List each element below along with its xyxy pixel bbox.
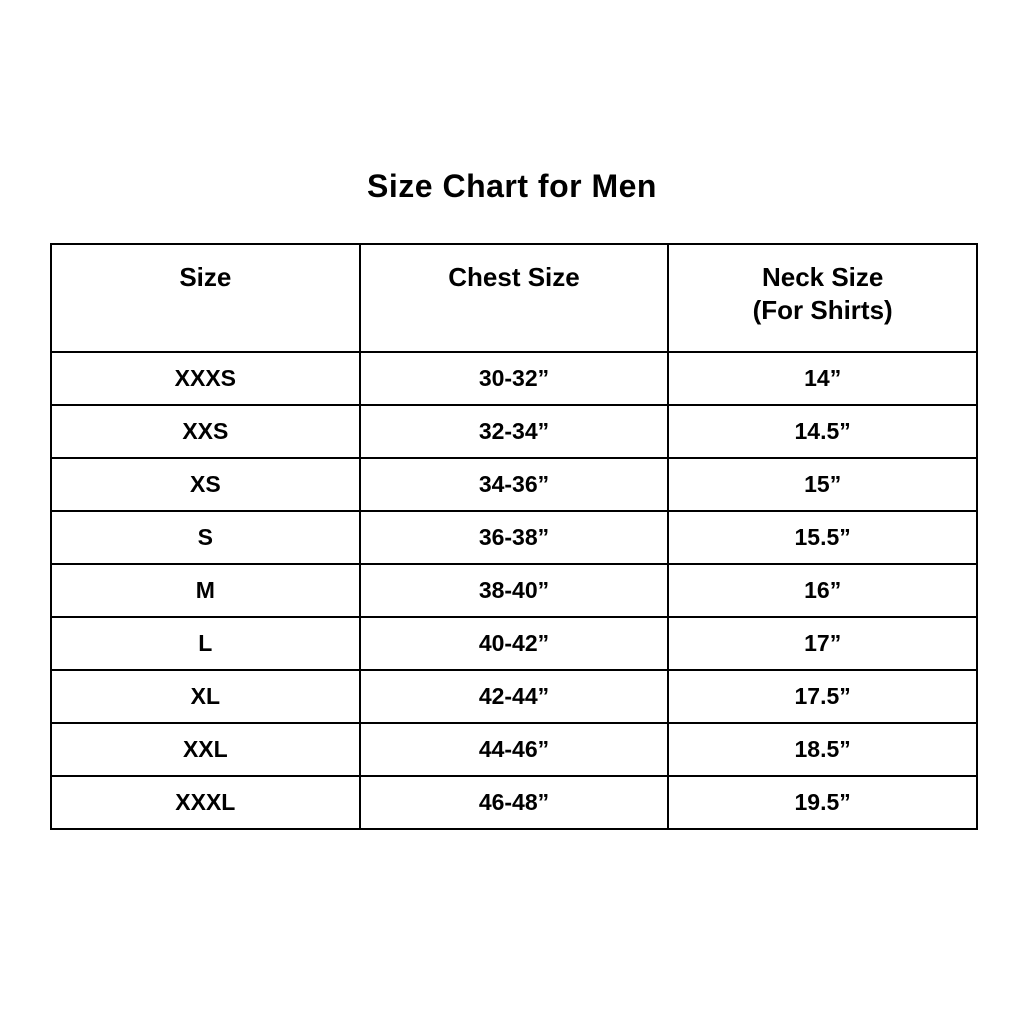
page-title: Size Chart for Men [367,168,657,204]
table-row [51,352,977,405]
table-row [51,405,977,458]
cell-neck-size: 18.5” [668,723,977,776]
table-header-row [51,244,977,352]
cell-size: XXXL [51,776,360,829]
cell-neck-size: 19.5” [668,776,977,829]
cell-chest-size: 36-38” [360,511,669,564]
cell-neck-size: 17” [668,617,977,670]
cell-neck-size: 15.5” [668,511,977,564]
column-header-size [51,244,360,352]
size-chart-table [50,243,978,830]
table-row [51,564,977,617]
cell-size: L [51,617,360,670]
cell-size: XXS [51,405,360,458]
column-header-neck-size-sublabel: (For Shirts) [752,294,893,325]
cell-size: M [51,564,360,617]
column-header-chest-size [360,244,669,352]
table-row [51,723,977,776]
cell-chest-size: 42-44” [360,670,669,723]
cell-neck-size: 14” [668,352,977,405]
cell-size: XL [51,670,360,723]
cell-neck-size: 14.5” [668,405,977,458]
cell-chest-size: 44-46” [360,723,669,776]
column-header-chest-size-label: Chest Size [448,262,580,292]
table-row [51,776,977,829]
cell-chest-size: 34-36” [360,458,669,511]
cell-size: XS [51,458,360,511]
table-row [51,617,977,670]
cell-size: XXL [51,723,360,776]
cell-chest-size: 40-42” [360,617,669,670]
table-header [51,244,977,352]
cell-chest-size: 32-34” [360,405,669,458]
table-row [51,458,977,511]
table-row [51,670,977,723]
column-header-neck-size [668,244,977,352]
cell-chest-size: 46-48” [360,776,669,829]
cell-neck-size: 17.5” [668,670,977,723]
cell-neck-size: 15” [668,458,977,511]
cell-chest-size: 30-32” [360,352,669,405]
table-row [51,511,977,564]
column-header-neck-size-label: Neck Size [761,262,884,292]
cell-size: XXXS [51,352,360,405]
column-header-size-label: Size [179,262,232,292]
cell-size: S [51,511,360,564]
table-body [51,352,977,829]
cell-chest-size: 38-40” [360,564,669,617]
cell-neck-size: 16” [668,564,977,617]
